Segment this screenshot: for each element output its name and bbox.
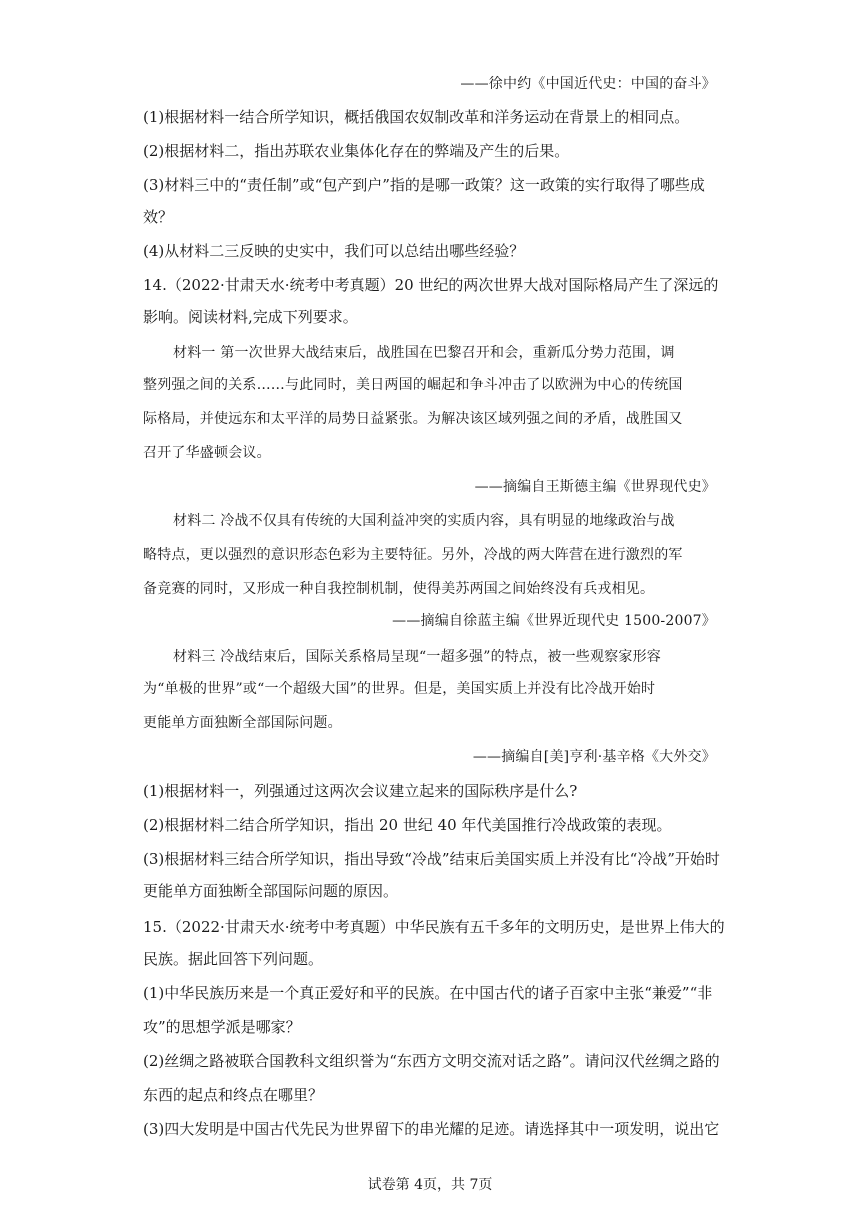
material-paragraph: 材料三 冷战结束后，国际关系格局呈现“一超多强”的特点，被一些观察家形容 bbox=[173, 649, 661, 665]
material-paragraph: 材料一 第一次世界大战结束后，战胜国在巴黎召开和会，重新瓜分势力范围，调 bbox=[173, 345, 675, 361]
question-line: (1)根据材料一结合所学知识，概括俄国农奴制改革和洋务运动在背景上的相同点。 bbox=[143, 108, 690, 126]
question-heading: 15.（2022·甘肃天水·统考中考真题）中华民族有五千多年的文明历史，是世界上伟大的 bbox=[143, 918, 725, 936]
question-line: (1)根据材料一，列强通过这两次会议建立起来的国际秩序是什么? bbox=[143, 782, 578, 800]
source-citation: ——徐中约《中国近代史：中国的奋斗》 bbox=[460, 76, 716, 92]
question-line: 更能单方面独断全部国际问题的原因。 bbox=[143, 882, 399, 900]
question-line: (2)根据材料二，指出苏联农业集体化存在的弊端及产生的后果。 bbox=[143, 142, 570, 160]
page-footer: 试卷第 4页，共 7页 bbox=[367, 1177, 493, 1193]
question-line: (2)根据材料二结合所学知识，指出 20 世纪 40 年代美国推行冷战政策的表现。 bbox=[143, 816, 672, 834]
material-paragraph: 为“单极的世界”或“一个超级大国”的世界。但是，美国实质上并没有比冷战开始时 bbox=[143, 681, 656, 697]
question-line: (4)从材料二三反映的史实中，我们可以总结出哪些经验？ bbox=[143, 242, 525, 260]
source-citation: ——摘编自[美]亨利·基辛格《大外交》 bbox=[472, 749, 716, 765]
question-heading: 14.（2022·甘肃天水·统考中考真题）20 世纪的两次世界大战对国际格局产生了深远的 bbox=[143, 276, 719, 294]
question-line: 效？ bbox=[143, 208, 174, 226]
material-paragraph: 备竞赛的同时，又形成一种自我控制机制，使得美苏两国之间始终没有兵戎相见。 bbox=[143, 581, 655, 597]
material-paragraph: 召开了华盛顿会议。 bbox=[143, 445, 271, 461]
source-citation: ——摘编自王斯德主编《世界现代史》 bbox=[474, 479, 716, 495]
source-citation: ——摘编自徐蓝主编《世界近现代史 1500-2007》 bbox=[392, 613, 716, 629]
material-paragraph: 整列强之间的关系……与此同时，美日两国的崛起和争斗冲击了以欧洲为中心的传统国 bbox=[143, 377, 683, 393]
question-line: 攻”的思想学派是哪家？ bbox=[143, 1018, 301, 1036]
material-paragraph: 际格局，并使远东和太平洋的局势日益紧张。为解决该区域列强之间的矛盾，战胜国又 bbox=[143, 411, 683, 427]
question-line: (3)材料三中的“责任制”或“包产到户”指的是哪一政策？这一政策的实行取得了哪些成 bbox=[143, 176, 705, 194]
question-heading: 影响。阅读材料,完成下列要求。 bbox=[143, 308, 358, 326]
question-line: (1)中华民族历来是一个真正爱好和平的民族。在中国古代的诸子百家中主张“兼爱”“非 bbox=[143, 984, 713, 1002]
material-paragraph: 略特点，更以强烈的意识形态色彩为主要特征。另外，冷战的两大阵营在进行激烈的军 bbox=[143, 547, 683, 563]
question-line: (3)根据材料三结合所学知识，指出导致“冷战”结束后美国实质上并没有比“冷战”开始时 bbox=[143, 850, 720, 868]
material-paragraph: 更能单方面独断全部国际问题。 bbox=[143, 715, 342, 731]
question-line: 东西的起点和终点在哪里？ bbox=[143, 1086, 324, 1104]
material-paragraph: 材料二 冷战不仅具有传统的大国利益冲突的实质内容，具有明显的地缘政治与战 bbox=[173, 513, 675, 529]
question-line: (3)四大发明是中国古代先民为世界留下的串光耀的足迹。请选择其中一项发明，说出它 bbox=[143, 1120, 720, 1138]
question-line: (2)丝绸之路被联合国教科文组织誉为“东西方文明交流对话之路”。请问汉代丝绸之路的 bbox=[143, 1052, 720, 1070]
question-heading: 民族。据此回答下列问题。 bbox=[143, 950, 324, 968]
